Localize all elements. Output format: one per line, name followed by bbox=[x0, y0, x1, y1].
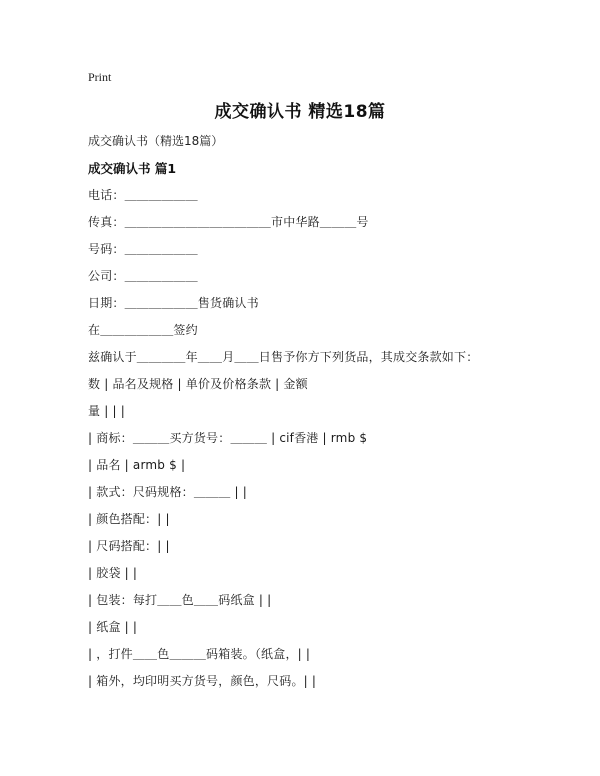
table-row: | 包装：每打＿＿色＿＿码纸盒 | | bbox=[88, 593, 272, 607]
signing-line: 在＿＿＿＿＿＿签约 bbox=[88, 323, 198, 337]
table-row: | 胶袋 | | bbox=[88, 566, 138, 580]
table-row: | 箱外，均印明买方货号，颜色，尺码。| | bbox=[88, 674, 317, 688]
table-row: | ，打件＿＿色＿＿＿码箱装。（纸盒，| | bbox=[88, 647, 311, 661]
table-row: 量 | | | bbox=[88, 404, 125, 418]
page-title: 成交确认书 精选18篇 bbox=[214, 102, 386, 122]
phone-line: 电话：＿＿＿＿＿＿ bbox=[88, 188, 198, 202]
print-link[interactable]: Print bbox=[88, 70, 112, 84]
table-row: | 颜色搭配：| | bbox=[88, 512, 170, 526]
table-header-line: 数 | 品名及规格 | 单价及价格条款 | 金额 bbox=[88, 377, 308, 391]
section-heading: 成交确认书 篇1 bbox=[88, 161, 177, 176]
confirmation-line: 兹确认于＿＿＿＿年＿＿月＿＿日售予你方下列货品，其成交条款如下： bbox=[88, 350, 479, 364]
table-row: | 品名 | armb $ | bbox=[88, 458, 186, 472]
table-row: | 纸盒 | | bbox=[88, 620, 138, 634]
document-subtitle: 成交确认书（精选18篇） bbox=[88, 134, 224, 148]
table-row: | 商标：＿＿＿买方货号：＿＿＿ | cif香港 | rmb $ bbox=[88, 431, 368, 445]
number-line: 号码：＿＿＿＿＿＿ bbox=[88, 242, 198, 256]
table-row: | 款式：尺码规格：＿＿＿ | | bbox=[88, 485, 247, 499]
fax-line: 传真：＿＿＿＿＿＿＿＿＿＿＿＿市中华路＿＿＿号 bbox=[88, 215, 369, 229]
date-line: 日期：＿＿＿＿＿＿售货确认书 bbox=[88, 296, 259, 310]
company-line: 公司：＿＿＿＿＿＿ bbox=[88, 269, 198, 283]
table-row: | 尺码搭配：| | bbox=[88, 539, 170, 553]
